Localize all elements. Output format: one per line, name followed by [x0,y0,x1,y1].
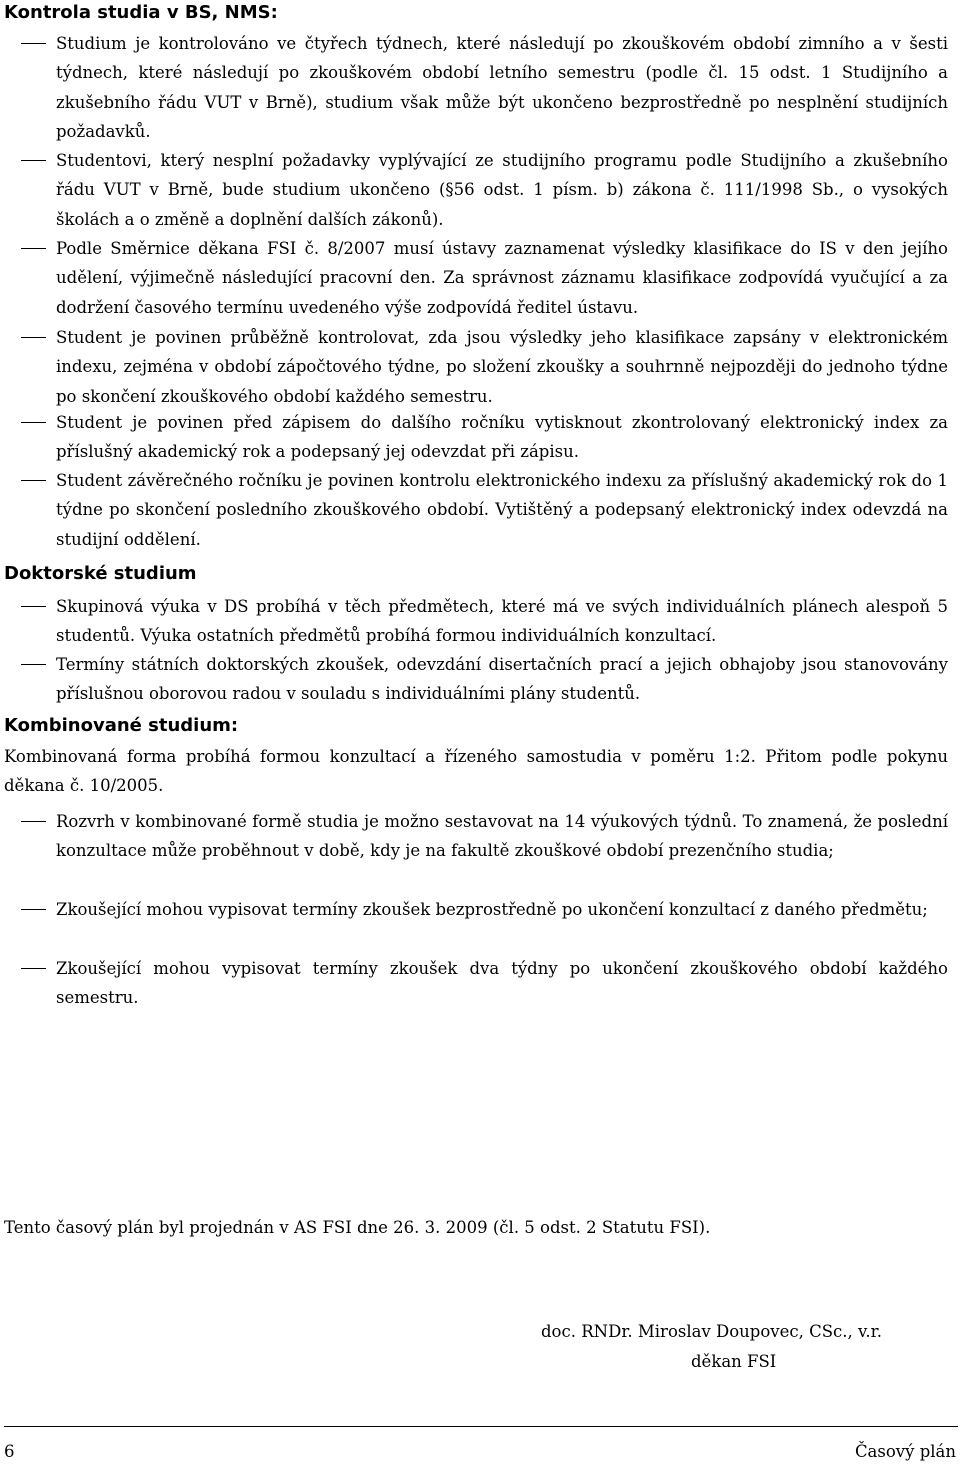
dash-bullet [21,968,46,969]
signature-name: doc. RNDr. Miroslav Doupovec, CSc., v.r. [541,1322,882,1341]
page-number: 6 [4,1442,15,1461]
list-item: Podle Směrnice děkana FSI č. 8/2007 musí ústavy zaznamenat výsledky klasifikace do IS v den jejího udělení, výjimečně následující pracovní den. Za správnost záznamu klasifikace zodpovídá vyučující a za dodržení časového termínu uvedeného výše zodpovídá ředitel ústavu. [56,234,948,322]
list-item: Studium je kontrolováno ve čtyřech týdnech, které následují po zkouškovém období zimního a v šesti týdnech, které následují po zkouškovém období letního semestru (podle čl. 15 odst. 1 Studijního a zkušebního řádu VUT v Brně), studium však může být ukončeno bezprostředně po nesplnění studijních požadavků. [56,29,948,146]
dash-bullet [21,606,46,607]
footer-divider [4,1426,958,1427]
dash-bullet [21,909,46,910]
dash-bullet [21,422,46,423]
footer-title: Časový plán [854,1442,956,1461]
list-item: Zkoušející mohou vypisovat termíny zkoušek bezprostředně po ukončení konzultací z daného předmětu; [56,895,948,924]
section-heading-ks: Kombinované studium: [4,715,239,736]
intro-paragraph: Kombinovaná forma probíhá formou konzultací a řízeného samostudia v poměru 1:2. Přitom podle pokynu děkana č. 10/2005. [4,747,948,796]
list-item: Student je povinen průběžně kontrolovat, zda jsou výsledky jeho klasifikace zapsány v elektronickém indexu, zejména v období zápočtového týdne, po složení zkoušky a souhrnně nejpozději do jednoho týdne po skončení zkouškového období každého semestru. [56,323,948,411]
list-item: Student závěrečného ročníku je povinen kontrolu elektronického indexu za příslušný akademický rok do 1 týdne po skončení posledního zkouškového období. Vytištěný a podepsaný elektronický index odevzdá na studijní oddělení. [56,466,948,554]
dash-bullet [21,43,46,44]
approval-statement: Tento časový plán byl projednán v AS FSI dne 26. 3. 2009 (čl. 5 odst. 2 Statutu FSI). [4,1218,711,1237]
list-item: Skupinová výuka v DS probíhá v těch předmětech, které má ve svých individuálních plánech alespoň 5 studentů. Výuka ostatních předmětů probíhá formou individuálních konzultací. [56,592,948,651]
signature-role: děkan FSI [691,1352,777,1371]
section-heading-ds: Doktorské studium [4,563,197,584]
dash-bullet [21,337,46,338]
dash-bullet [21,821,46,822]
list-item: Studentovi, který nesplní požadavky vyplývající ze studijního programu podle Studijního a zkušebního řádu VUT v Brně, bude studium ukončeno (§56 odst. 1 písm. b) zákona č. 111/1998 Sb., o vysokých školách a o změně a doplnění dalších zákonů). [56,146,948,234]
dash-bullet [21,160,46,161]
dash-bullet [21,480,46,481]
section-heading-bs: Kontrola studia v BS, NMS: [4,2,278,23]
list-item: Termíny státních doktorských zkoušek, odevzdání disertačních prací a jejich obhajoby jsou stanovovány příslušnou oborovou radou v souladu s individuálními plány studentů. [56,650,948,709]
list-item: Student je povinen před zápisem do dalšího ročníku vytisknout zkontrolovaný elektronický index za příslušný akademický rok a podepsaný jej odevzdat při zápisu. [56,408,948,467]
list-item: Zkoušející mohou vypisovat termíny zkoušek dva týdny po ukončení zkouškového období každého semestru. [56,954,948,1013]
dash-bullet [21,248,46,249]
dash-bullet [21,664,46,665]
list-item: Rozvrh v kombinované formě studia je možno sestavovat na 14 výukových týdnů. To znamená, že poslední konzultace může proběhnout v době, kdy je na fakultě zkouškové období prezenčního studia; [56,807,948,866]
